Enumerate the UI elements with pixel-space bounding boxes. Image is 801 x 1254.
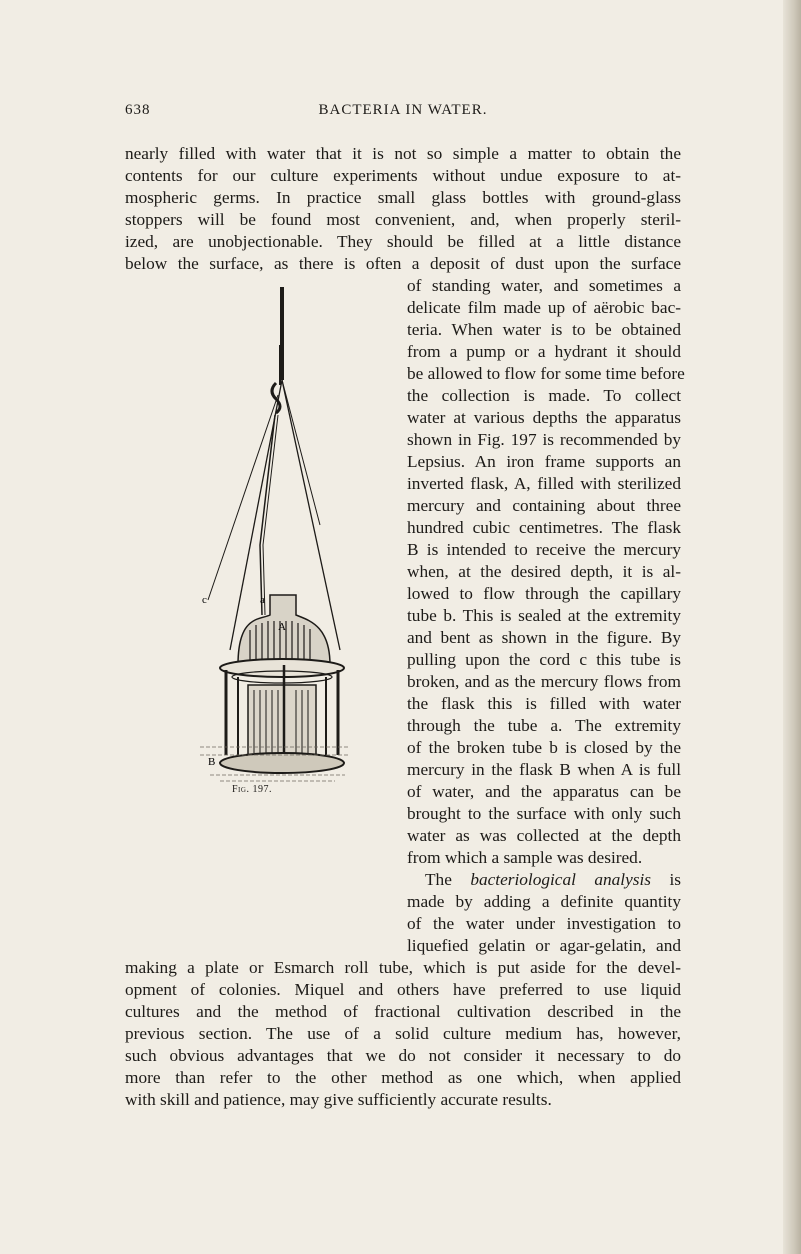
body-line: liquefied gelatin or agar-gelatin, and <box>407 936 681 955</box>
body-line: with skill and patience, may give sufficiently accurate results. <box>125 1090 552 1109</box>
body-line: through the tube a. The extremity <box>407 716 681 735</box>
italic-term: bacteriological analysis <box>470 870 652 889</box>
body-line: shown in Fig. 197 is recommended by <box>407 430 681 449</box>
body-line: the flask this is filled with water <box>407 694 681 713</box>
body-line: opment of colonies. Miquel and others have preferred to use liquid <box>125 980 681 999</box>
body-line: previous section. The use of a solid culture medium has, however, <box>125 1024 681 1043</box>
body-line: of the water under investigation to <box>407 914 681 933</box>
body-line: lowed to flow through the capillary <box>407 584 681 603</box>
body-line: cultures and the method of fractional cultivation described in the <box>125 1002 681 1021</box>
body-line: when, at the desired depth, it is al- <box>407 562 681 581</box>
body-line: delicate film made up of aërobic bac- <box>407 298 681 317</box>
body-line: from which a sample was desired. <box>407 848 643 867</box>
body-line: be allowed to flow for some time before <box>407 364 685 383</box>
body-line: inverted flask, A, filled with sterilized <box>407 474 681 493</box>
apparatus-figure <box>200 285 350 785</box>
body-line: mospheric germs. In practice small glass bottles with ground-glass <box>125 188 681 207</box>
figure-caption: Fig. 197. <box>232 784 272 795</box>
page-edge-shadow <box>783 0 801 1254</box>
body-line: nearly filled with water that it is not so simple a matter to obtain the <box>125 144 681 163</box>
body-line: mercury in the flask B when A is full <box>407 760 681 779</box>
body-line: water at various depths the apparatus <box>407 408 681 427</box>
label-B: B <box>208 756 216 768</box>
body-line: and bent as shown in the figure. By <box>407 628 681 647</box>
page-number: 638 <box>125 102 151 118</box>
body-line: of the broken tube b is closed by the <box>407 738 681 757</box>
body-line: more than refer to the other method as one which, when applied <box>125 1068 681 1087</box>
body-line: broken, and as the mercury flows from <box>407 672 681 691</box>
body-line: the collection is made. To collect <box>407 386 681 405</box>
body-line: teria. When water is to be obtained <box>407 320 681 339</box>
body-line: water as was collected at the depth <box>407 826 681 845</box>
body-line: B is intended to receive the mercury <box>407 540 681 559</box>
body-line: contents for our culture experiments without undue exposure to at- <box>125 166 681 185</box>
body-line: pulling upon the cord c this tube is <box>407 650 681 669</box>
body-line: below the surface, as there is often a deposit of dust upon the surface <box>125 254 681 273</box>
body-line: such obvious advantages that we do not consider it necessary to do <box>125 1046 681 1065</box>
body-line: made by adding a definite quantity <box>407 892 681 911</box>
body-line: of standing water, and sometimes a <box>407 276 681 295</box>
page-header <box>125 102 681 124</box>
running-head: BACTERIA IN WATER. <box>318 102 488 118</box>
label-c: c <box>202 594 207 606</box>
body-line: ized, are unobjectionable. They should be filled at a little distance <box>125 232 681 251</box>
body-line: stoppers will be found most convenient, and, when properly steril- <box>125 210 681 229</box>
paragraph-lead-line: The bacteriological analysis is <box>425 870 681 889</box>
label-a: a <box>260 594 265 606</box>
label-A: A <box>278 621 286 633</box>
body-line: tube b. This is sealed at the extremity <box>407 606 681 625</box>
body-line: of water, and the apparatus can be <box>407 782 681 801</box>
body-line: Lepsius. An iron frame supports an <box>407 452 681 471</box>
body-line: mercury and containing about three <box>407 496 681 515</box>
body-line: brought to the surface with only such <box>407 804 681 823</box>
body-line: hundred cubic centimetres. The flask <box>407 518 681 537</box>
body-line: making a plate or Esmarch roll tube, which is put aside for the devel- <box>125 958 681 977</box>
body-line: from a pump or a hydrant it should <box>407 342 681 361</box>
